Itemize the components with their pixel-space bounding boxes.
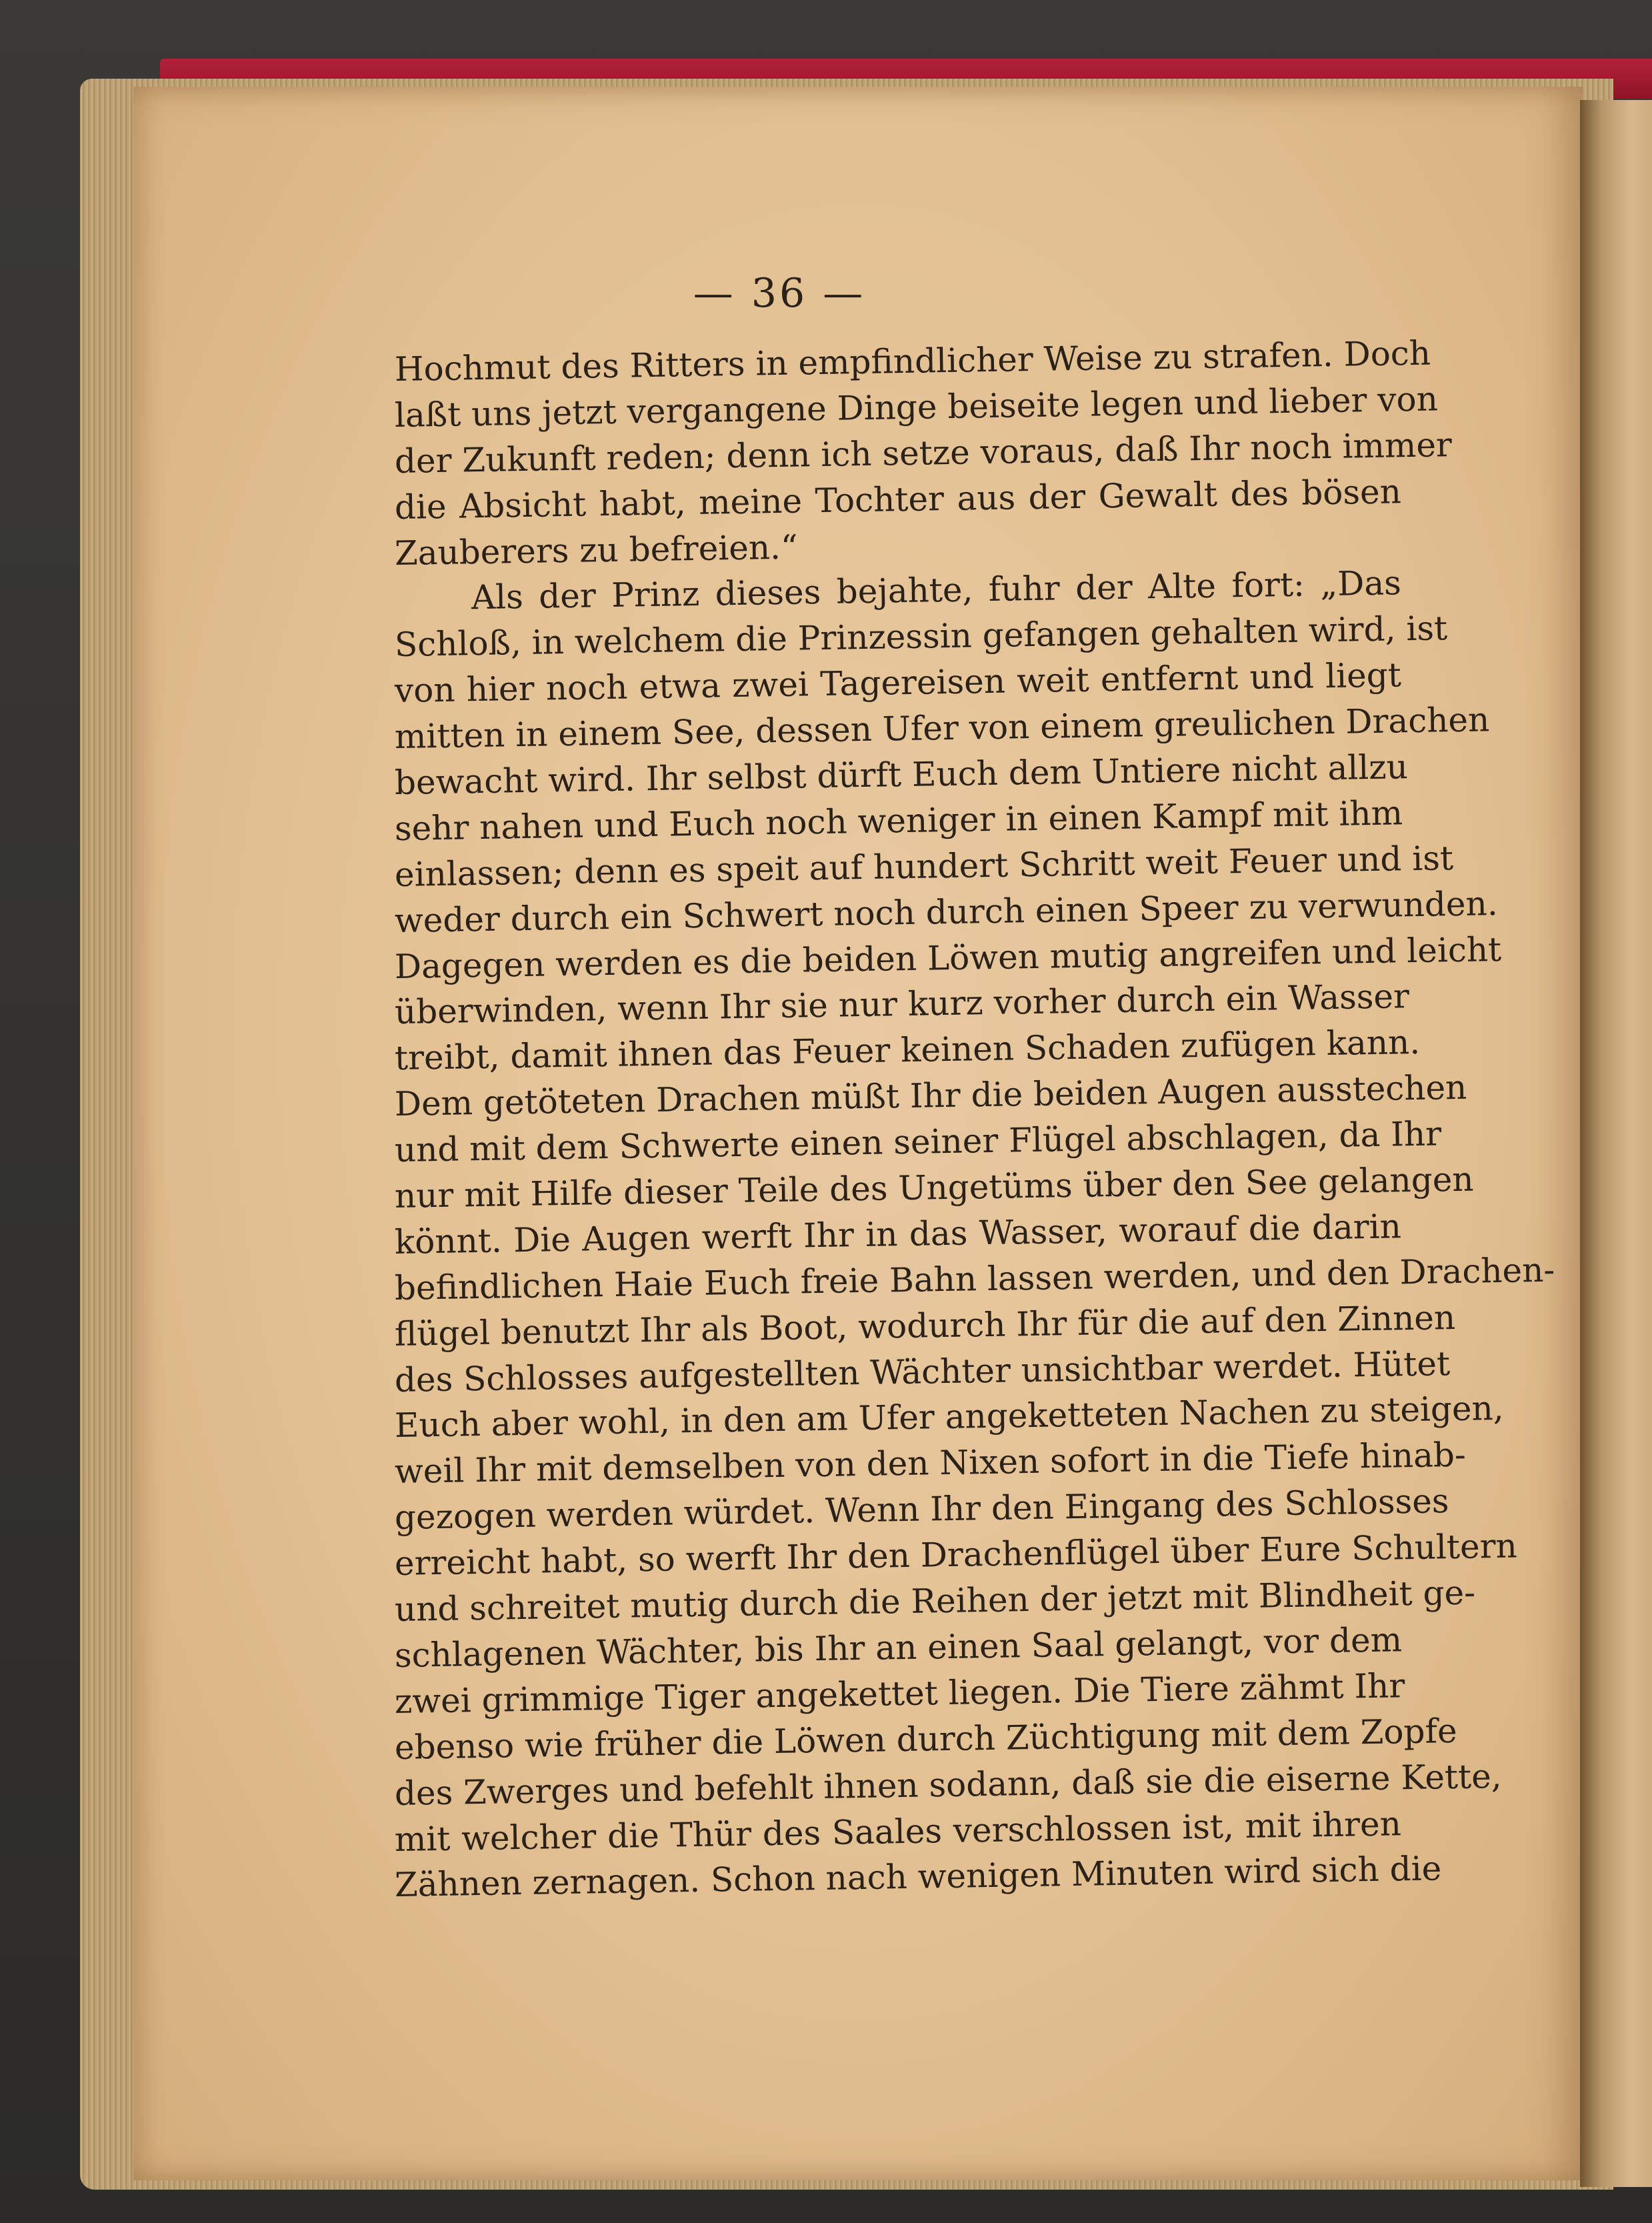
text-line: befindlichen Haie Euch freie Bahn lassen werden, und den Drachen-	[394, 1250, 1555, 1308]
text-line: Schloß, in welchem die Prinzessin gefangen gehalten wird, ist	[394, 609, 1448, 665]
text-line: ebenso wie früher die Löwen durch Züchtigung mit dem Zopfe	[394, 1711, 1458, 1767]
text-line: Als der Prinz dieses bejahte, fuhr der Alte fort: „Das	[471, 563, 1402, 617]
page-number: — 36 —	[693, 270, 866, 317]
opposite-page-edge	[1580, 100, 1652, 2187]
text-line: treibt, damit ihnen das Feuer keinen Schaden zufügen kann.	[394, 1023, 1421, 1078]
text-line: flügel benutzt Ihr als Boot, wodurch Ihr für die auf den Zinnen	[394, 1298, 1456, 1354]
text-line: erreicht habt, so werft Ihr den Drachenflügel über Eure Schultern	[394, 1526, 1518, 1584]
text-line: mit welcher die Thür des Saales verschlossen ist, mit ihren	[394, 1804, 1402, 1859]
text-line: nur mit Hilfe dieser Teile des Ungetüms über den See gelangen	[394, 1160, 1474, 1216]
text-line: und schreitet mutig durch die Reihen der jetzt mit Blindheit ge-	[394, 1573, 1476, 1630]
text-line: Euch aber wohl, in den am Ufer angeketteten Nachen zu steigen,	[394, 1389, 1505, 1446]
text-line: Zauberers zu befreien.“	[394, 527, 798, 573]
text-line: des Schlosses aufgestellten Wächter unsichtbar werdet. Hütet	[394, 1344, 1451, 1400]
text-line: weil Ihr mit demselben von den Nixen sofort in die Tiefe hinab-	[394, 1436, 1467, 1492]
text-line: Dagegen werden es die beiden Löwen mutig angreifen und leicht	[394, 929, 1502, 986]
text-line: mitten in einem See, dessen Ufer von einem greulichen Drachen	[394, 700, 1490, 757]
text-line: einlassen; denn es speit auf hundert Schritt weit Feuer und ist	[394, 838, 1454, 894]
text-line: gezogen werden würdet. Wenn Ihr den Eingang des Schlosses	[394, 1482, 1449, 1538]
text-line: Hochmut des Ritters in empfindlicher Weise zu strafen. Doch	[394, 333, 1431, 389]
text-line: weder durch ein Schwert noch durch einen Speer zu verwunden.	[394, 883, 1499, 940]
text-line: sehr nahen und Euch noch weniger in einen Kampf mit ihm	[394, 793, 1403, 848]
text-line: von hier noch etwa zwei Tagereisen weit entfernt und liegt	[394, 655, 1402, 711]
text-line: Dem getöteten Drachen müßt Ihr die beiden Augen ausstechen	[394, 1067, 1467, 1124]
text-line: des Zwerges und befehlt ihnen sodann, daß sie die eiserne Kette,	[394, 1756, 1503, 1813]
text-line: der Zukunft reden; denn ich setze voraus, daß Ihr noch immer	[394, 425, 1453, 481]
text-line: laßt uns jetzt vergangene Dinge beiseite legen und lieber von	[394, 379, 1439, 435]
text-line: bewacht wird. Ihr selbst dürft Euch dem Untiere nicht allzu	[394, 747, 1409, 803]
text-line: zwei grimmige Tiger angekettet liegen. Die Tiere zähmt Ihr	[394, 1666, 1405, 1721]
text-line: Zähnen zernagen. Schon nach wenigen Minuten wird sich die	[394, 1849, 1442, 1905]
text-line: überwinden, wenn Ihr sie nur kurz vorher durch ein Wasser	[394, 977, 1410, 1032]
text-line: könnt. Die Augen werft Ihr in das Wasser, worauf die darin	[394, 1207, 1402, 1262]
text-line: und mit dem Schwerte einen seiner Flügel abschlagen, da Ihr	[394, 1114, 1442, 1170]
page-text	[394, 333, 1555, 1908]
text-line: die Absicht habt, meine Tochter aus der Gewalt des bösen	[394, 471, 1402, 527]
text-line: schlagenen Wächter, bis Ihr an einen Saal gelangt, vor dem	[394, 1620, 1403, 1675]
